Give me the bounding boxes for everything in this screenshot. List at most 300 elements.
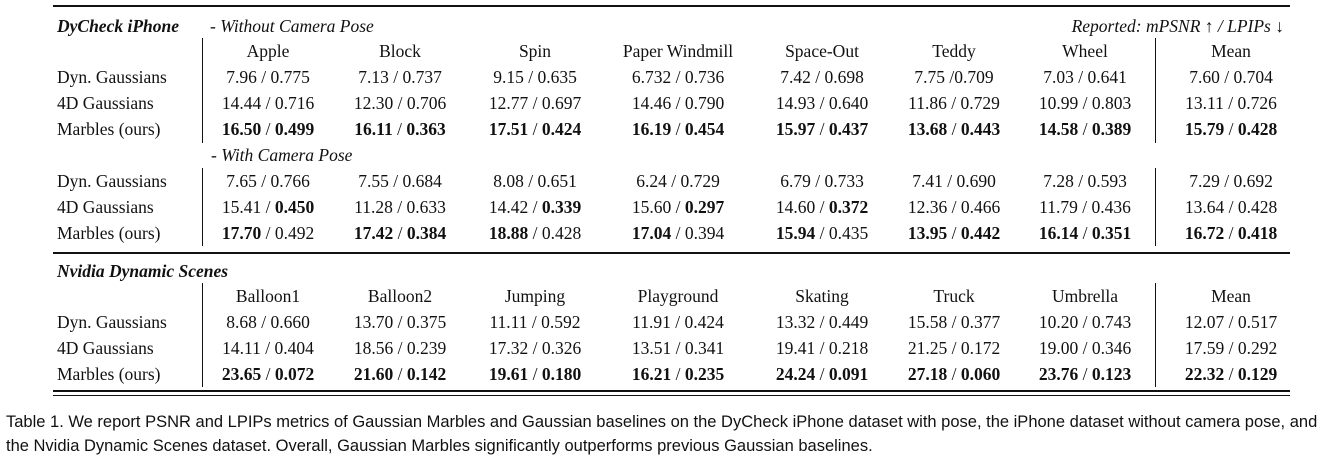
psnr-value: 17.51 <box>488 119 529 139</box>
metric-cell <box>908 196 1000 218</box>
value-separator: / <box>261 364 275 384</box>
value-separator: / <box>1078 338 1092 358</box>
metric-cell <box>226 311 310 333</box>
column-header: Mean <box>1211 41 1251 61</box>
psnr-value: 14.11 <box>222 338 261 358</box>
metric-cell <box>1189 170 1273 192</box>
psnr-value: 14.93 <box>775 93 816 113</box>
lpips-value: 0.428 <box>1237 197 1278 217</box>
value-separator: / <box>671 338 685 358</box>
psnr-value: 13.68 <box>907 119 948 139</box>
psnr-value: 19.00 <box>1038 338 1079 358</box>
lpips-value: 0.492 <box>274 223 315 243</box>
psnr-value: 16.21 <box>631 364 672 384</box>
lpips-value: 0.517 <box>1237 312 1278 332</box>
metric-cell <box>776 196 868 218</box>
psnr-value: 14.46 <box>631 93 672 113</box>
lpips-value: 0.424 <box>541 119 582 139</box>
column-header: Jumping <box>504 286 566 306</box>
lpips-value: 0.129 <box>1237 364 1278 384</box>
lpips-value: 0.437 <box>828 119 869 139</box>
psnr-value: 14.42 <box>488 197 529 217</box>
psnr-value: 21.60 <box>353 364 394 384</box>
value-separator: / <box>1073 67 1088 87</box>
lpips-value: 0.690 <box>956 171 996 191</box>
column-header: Block <box>379 41 421 61</box>
psnr-value: 15.60 <box>631 197 672 217</box>
lpips-value: 0.743 <box>1091 312 1132 332</box>
value-separator: / <box>1078 312 1092 332</box>
psnr-value: 15.79 <box>1184 119 1225 139</box>
nvidia-row-divider <box>202 283 203 387</box>
metric-cell <box>776 92 868 114</box>
column-header: Mean <box>1211 286 1251 306</box>
psnr-value: 19.41 <box>775 338 816 358</box>
metric-cell <box>636 170 720 192</box>
psnr-value: 18.88 <box>488 223 529 243</box>
psnr-value: 13.51 <box>631 338 672 358</box>
metric-cell <box>222 363 314 385</box>
lpips-value: 0.692 <box>1233 171 1273 191</box>
value-separator: / <box>810 171 825 191</box>
lpips-value: 0.450 <box>274 197 315 217</box>
value-separator: / <box>260 338 275 358</box>
lpips-value: 0.726 <box>1237 93 1277 113</box>
metric-cell <box>1043 66 1127 88</box>
value-separator: / <box>261 93 275 113</box>
metric-cell <box>908 92 1000 114</box>
metric-cell <box>780 170 864 192</box>
psnr-value: 6.732 <box>631 67 672 87</box>
iphone-no-pose-subtitle: - Without Camera Pose <box>210 16 374 36</box>
metric-cell <box>632 196 724 218</box>
value-separator: / <box>1224 223 1238 243</box>
metric-cell <box>226 66 310 88</box>
metric-cell <box>222 337 314 359</box>
psnr-value: 7.29 <box>1189 171 1220 191</box>
metric-cell <box>222 92 314 114</box>
value-separator: / <box>1078 119 1092 139</box>
lpips-value: 0.060 <box>960 364 1001 384</box>
lpips-value: 0.790 <box>684 93 725 113</box>
lpips-value: 0.641 <box>1087 67 1127 87</box>
metric-cell <box>632 311 724 333</box>
psnr-value: 23.76 <box>1038 364 1079 384</box>
bottom-rule <box>53 390 1290 392</box>
column-header: Playground <box>637 286 719 306</box>
value-separator: / <box>947 119 961 139</box>
lpips-value: 0.389 <box>1091 119 1132 139</box>
lpips-value: 0.180 <box>541 364 582 384</box>
value-separator: / <box>1078 93 1092 113</box>
lpips-value: 0.394 <box>684 223 725 243</box>
psnr-value: 12.36 <box>907 197 948 217</box>
row-label: Marbles (ours) <box>57 119 161 139</box>
value-separator: / <box>528 197 542 217</box>
lpips-value: 0.424 <box>684 312 724 332</box>
lpips-value: 0.640 <box>828 93 869 113</box>
metric-cell <box>354 311 446 333</box>
value-separator: / <box>1219 171 1234 191</box>
value-separator: / <box>671 67 685 87</box>
metric-cell <box>1039 196 1131 218</box>
mid-rule <box>53 252 1290 254</box>
lpips-value: 0.339 <box>541 197 582 217</box>
metric-cell <box>1189 66 1273 88</box>
psnr-value: 21.25 <box>907 338 948 358</box>
psnr-value: 10.20 <box>1038 312 1079 332</box>
metric-cell <box>776 311 868 333</box>
results-table <box>53 0 1290 405</box>
metric-cell <box>1185 196 1277 218</box>
value-separator: / <box>947 338 961 358</box>
iphone-section-title: DyCheck iPhone <box>57 16 180 36</box>
value-separator: / <box>815 223 829 243</box>
row-label: 4D Gaussians <box>57 338 154 358</box>
column-header: Balloon2 <box>367 286 433 306</box>
psnr-value: 11.86 <box>908 93 947 113</box>
column-header: Paper Windmill <box>622 41 734 61</box>
value-separator: / <box>671 364 685 384</box>
value-separator: / <box>1223 93 1238 113</box>
lpips-value: 0.449 <box>828 312 869 332</box>
lpips-value: 0.704 <box>1233 67 1273 87</box>
metric-cell <box>776 363 868 385</box>
metric-cell <box>354 196 446 218</box>
psnr-value: 17.59 <box>1184 338 1225 358</box>
column-header: Balloon1 <box>235 286 301 306</box>
psnr-value: 7.65 <box>226 171 257 191</box>
psnr-value: 7.60 <box>1189 67 1220 87</box>
value-separator: / <box>947 364 961 384</box>
metric-cell <box>632 66 724 88</box>
metric-cell <box>354 92 446 114</box>
value-separator: / <box>815 364 829 384</box>
psnr-value: 7.13 <box>358 67 389 87</box>
iphone-pose-row-divider <box>202 168 203 246</box>
psnr-value: 12.77 <box>488 93 529 113</box>
lpips-value: 0.716 <box>274 93 315 113</box>
metric-cell <box>776 222 868 244</box>
metric-cell <box>489 363 581 385</box>
metric-cell <box>354 337 446 359</box>
lpips-value: 0.709 <box>954 67 994 87</box>
lpips-value: 0.384 <box>406 223 447 243</box>
lpips-value: 0.660 <box>270 312 310 332</box>
psnr-value: 7.41 <box>912 171 943 191</box>
metric-cell <box>1185 92 1277 114</box>
metric-cell <box>908 311 1000 333</box>
metric-cell <box>489 196 581 218</box>
metric-cell <box>489 118 581 140</box>
metric-cell <box>1039 337 1131 359</box>
column-header: Truck <box>933 286 975 306</box>
value-separator: / <box>528 338 542 358</box>
psnr-value: 15.97 <box>775 119 816 139</box>
metric-cell <box>1185 118 1277 140</box>
lpips-value: 0.803 <box>1091 93 1132 113</box>
value-separator: / <box>815 312 829 332</box>
nvidia-section-title: Nvidia Dynamic Scenes <box>57 261 229 281</box>
lpips-value: 0.123 <box>1091 364 1132 384</box>
lpips-value: 0.697 <box>541 93 582 113</box>
lpips-value: 0.593 <box>1087 171 1127 191</box>
value-separator: / <box>393 312 407 332</box>
value-separator: / <box>1077 197 1092 217</box>
psnr-value: 15.41 <box>221 197 262 217</box>
value-separator: / <box>946 93 961 113</box>
psnr-value: 10.99 <box>1038 93 1079 113</box>
value-separator: / <box>528 93 542 113</box>
value-separator: / <box>947 223 961 243</box>
psnr-value: 7.55 <box>358 171 389 191</box>
metric-cell <box>489 222 581 244</box>
column-header: Skating <box>795 286 849 306</box>
lpips-value: 0.442 <box>960 223 1001 243</box>
value-separator: / <box>523 67 538 87</box>
row-label: Marbles (ours) <box>57 364 161 384</box>
metric-cell <box>632 337 724 359</box>
metric-cell <box>1185 337 1277 359</box>
psnr-value: 15.58 <box>907 312 948 332</box>
value-separator: / <box>1073 171 1088 191</box>
lpips-value: 0.363 <box>406 119 446 139</box>
value-separator: / <box>1219 67 1234 87</box>
lpips-value: 0.633 <box>406 197 446 217</box>
metric-cell <box>776 337 868 359</box>
value-separator: / <box>1224 197 1238 217</box>
metric-cell <box>914 66 993 88</box>
value-separator: / <box>815 119 829 139</box>
value-separator: / <box>666 171 681 191</box>
lpips-value: 0.466 <box>960 197 1001 217</box>
psnr-value: 16.50 <box>221 119 262 139</box>
psnr-value: 17.70 <box>221 223 262 243</box>
value-separator: / <box>810 67 825 87</box>
lpips-value: 0.346 <box>1091 338 1132 358</box>
metric-cell <box>632 92 724 114</box>
lpips-value: 0.651 <box>537 171 577 191</box>
psnr-value: 13.64 <box>1184 197 1225 217</box>
lpips-value: 0.418 <box>1237 223 1278 243</box>
lpips-value: 0.218 <box>828 338 869 358</box>
value-separator: / <box>528 364 542 384</box>
metric-cell <box>776 118 868 140</box>
value-separator: / <box>388 67 403 87</box>
table-caption: Table 1. We report PSNR and LPIPs metrics of Gaussian Marbles and Gaussian baselines on the DyCheck iPhone dataset with pose, the iPhone dataset without camera pose, and the Nvidia Dynamic Scenes dataset. Overall, Gaussian Marbles significantly outperforms previous Gaussian baselines. <box>6 413 1318 455</box>
lpips-value: 0.341 <box>684 338 725 358</box>
column-header: Umbrella <box>1051 286 1119 306</box>
psnr-value: 16.11 <box>354 119 393 139</box>
lpips-value: 0.428 <box>1237 119 1278 139</box>
lpips-value: 0.377 <box>960 312 1001 332</box>
lpips-value: 0.766 <box>270 171 310 191</box>
metric-cell <box>912 170 996 192</box>
psnr-value: 13.70 <box>353 312 394 332</box>
metric-cell <box>1043 170 1127 192</box>
metric-cell <box>1039 311 1131 333</box>
lpips-value: 0.142 <box>406 364 447 384</box>
lpips-value: 0.775 <box>270 67 310 87</box>
lpips-value: 0.443 <box>960 119 1001 139</box>
psnr-value: 7.03 <box>1043 67 1074 87</box>
lpips-value: 0.635 <box>537 67 577 87</box>
value-separator: / <box>392 197 407 217</box>
lpips-value: 0.436 <box>1091 197 1131 217</box>
lpips-value: 0.239 <box>406 338 447 358</box>
lpips-value: 0.172 <box>960 338 1001 358</box>
metric-cell <box>908 118 1000 140</box>
top-rule <box>53 5 1290 7</box>
lpips-value: 0.737 <box>402 67 442 87</box>
value-separator: / <box>1224 312 1238 332</box>
value-separator: / <box>942 171 957 191</box>
value-separator: / <box>815 93 829 113</box>
metric-cell <box>493 170 577 192</box>
lpips-value: 0.072 <box>274 364 315 384</box>
value-separator: / <box>947 197 961 217</box>
metric-cell <box>358 170 442 192</box>
lpips-value: 0.706 <box>406 93 447 113</box>
value-separator: / <box>671 223 685 243</box>
lpips-value: 0.351 <box>1091 223 1132 243</box>
lpips-value: 0.729 <box>960 93 1000 113</box>
iphone-pose-mean-divider <box>1155 168 1156 246</box>
metric-cell <box>358 66 442 88</box>
metric-cell <box>1185 311 1277 333</box>
value-separator: / <box>256 171 271 191</box>
value-separator: / <box>256 67 271 87</box>
metric-cell <box>1185 222 1277 244</box>
psnr-value: 13.11 <box>1185 93 1224 113</box>
lpips-value: 0.428 <box>541 223 582 243</box>
column-header: Apple <box>246 41 290 61</box>
metric-cell <box>493 66 577 88</box>
psnr-value: 9.15 <box>493 67 524 87</box>
psnr-value: 17.04 <box>631 223 672 243</box>
value-separator: / <box>261 223 275 243</box>
value-separator: / <box>261 197 275 217</box>
psnr-value: 22.32 <box>1184 364 1225 384</box>
metric-cell <box>908 363 1000 385</box>
psnr-value: 11.28 <box>354 197 393 217</box>
value-separator: / <box>815 197 829 217</box>
value-separator: / <box>393 364 407 384</box>
column-header: Wheel <box>1062 41 1108 61</box>
value-separator: / <box>1224 338 1238 358</box>
lpips-value: 0.297 <box>684 197 725 217</box>
row-label: 4D Gaussians <box>57 93 154 113</box>
psnr-value: 14.44 <box>221 93 262 113</box>
metric-cell <box>489 311 580 333</box>
lpips-value: 0.372 <box>828 197 869 217</box>
value-separator: / <box>670 312 685 332</box>
metric-cell <box>908 337 1000 359</box>
value-separator: / <box>815 338 829 358</box>
lpips-value: 0.733 <box>824 171 864 191</box>
iphone-row-divider <box>202 38 203 143</box>
psnr-value: 12.30 <box>353 93 394 113</box>
value-separator: / <box>528 223 542 243</box>
value-separator: / <box>523 171 538 191</box>
psnr-value: 7.42 <box>780 67 811 87</box>
psnr-value: 7.96 <box>226 67 257 87</box>
value-separator: / <box>945 67 955 87</box>
psnr-value: 18.56 <box>353 338 394 358</box>
psnr-value: 16.72 <box>1184 223 1225 243</box>
metric-cell <box>222 118 314 140</box>
value-separator: / <box>1224 364 1238 384</box>
value-separator: / <box>671 197 685 217</box>
metric-cell <box>354 222 446 244</box>
psnr-value: 6.79 <box>780 171 811 191</box>
psnr-value: 13.32 <box>775 312 816 332</box>
row-label: 4D Gaussians <box>57 197 154 217</box>
psnr-value: 11.11 <box>489 312 528 332</box>
value-separator: / <box>527 312 542 332</box>
psnr-value: 11.79 <box>1039 197 1078 217</box>
psnr-value: 17.42 <box>353 223 394 243</box>
psnr-value: 7.75 <box>914 67 945 87</box>
metric-cell <box>1039 118 1131 140</box>
psnr-value: 15.94 <box>775 223 816 243</box>
metric-cell <box>354 363 446 385</box>
psnr-value: 27.18 <box>907 364 948 384</box>
psnr-value: 14.60 <box>775 197 816 217</box>
psnr-value: 24.24 <box>775 364 816 384</box>
metric-cell <box>1039 363 1131 385</box>
lpips-value: 0.684 <box>402 171 442 191</box>
row-label: Dyn. Gaussians <box>57 171 167 191</box>
psnr-value: 8.08 <box>493 171 524 191</box>
psnr-value: 14.58 <box>1038 119 1079 139</box>
lpips-value: 0.375 <box>406 312 447 332</box>
value-separator: / <box>393 223 407 243</box>
bottom-rule-2 <box>53 395 1290 396</box>
row-label: Marbles (ours) <box>57 223 161 243</box>
lpips-value: 0.454 <box>684 119 725 139</box>
value-separator: / <box>392 119 407 139</box>
iphone-mean-divider <box>1155 38 1156 143</box>
value-separator: / <box>256 312 271 332</box>
metric-cell <box>489 92 581 114</box>
psnr-value: 6.24 <box>636 171 667 191</box>
value-separator: / <box>1224 119 1238 139</box>
lpips-value: 0.235 <box>684 364 725 384</box>
metric-cell <box>226 170 310 192</box>
metric-cell <box>1039 92 1131 114</box>
value-separator: / <box>388 171 403 191</box>
value-separator: / <box>1078 364 1092 384</box>
psnr-value: 17.32 <box>488 338 529 358</box>
value-separator: / <box>261 119 275 139</box>
metric-cell <box>632 118 724 140</box>
psnr-value: 8.68 <box>226 312 257 332</box>
lpips-value: 0.326 <box>541 338 582 358</box>
metric-cell <box>632 222 724 244</box>
column-header: Teddy <box>932 41 976 61</box>
psnr-value: 11.91 <box>632 312 671 332</box>
value-separator: / <box>671 119 685 139</box>
metric-cell <box>222 196 314 218</box>
metric-cell <box>489 337 581 359</box>
psnr-value: 16.14 <box>1038 223 1079 243</box>
lpips-value: 0.292 <box>1237 338 1278 358</box>
value-separator: / <box>947 312 961 332</box>
iphone-pose-subtitle: - With Camera Pose <box>211 145 353 165</box>
lpips-value: 0.404 <box>274 338 314 358</box>
value-separator: / <box>1078 223 1092 243</box>
